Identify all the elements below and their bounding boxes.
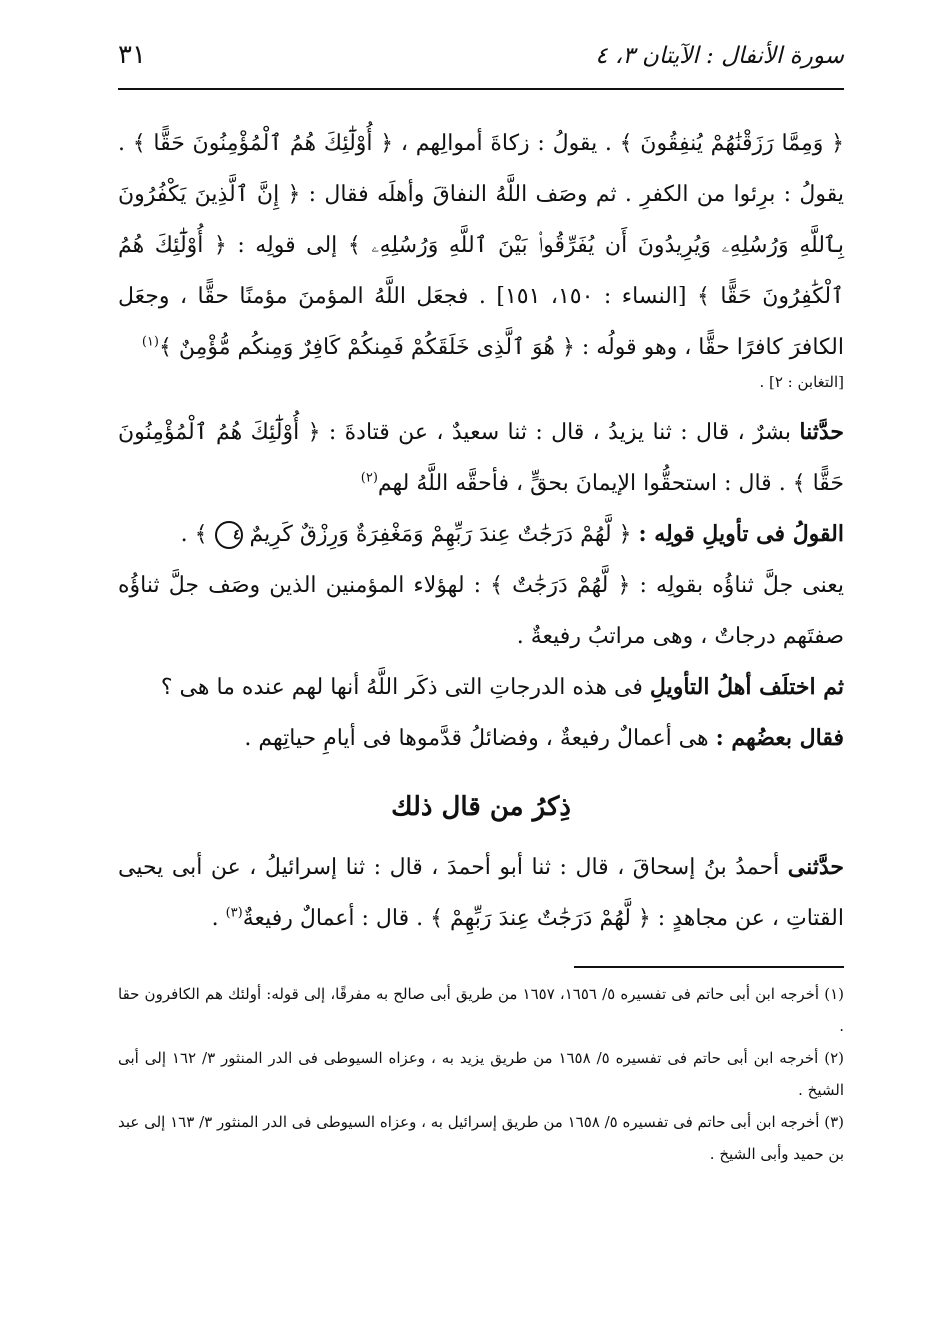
- footnote-marker: (٢): [360, 470, 378, 486]
- main-text: [118, 118, 844, 944]
- section-heading: ذِكرُ من قال ذلك: [391, 792, 571, 822]
- paragraph-text: هى أعمالٌ رفيعةٌ ، وفضائلُ قدَّموها فى أيامِ حياتِهم .: [244, 726, 709, 751]
- paragraph: [118, 509, 844, 560]
- verse-tail: ﴾ .: [180, 522, 208, 547]
- page-number: ٣١: [118, 40, 146, 70]
- paragraph-lead: ثم اختلَف أهلُ التأويلِ: [649, 674, 844, 700]
- footnote-marker: (٣): [225, 905, 243, 921]
- footnote: (٣) أخرجه ابن أبى حاتم فى تفسيره ٥/ ١٦٥٨ من طريق إسرائيل به ، وعزاه السيوطى فى الدر المنثور ٣/ ١٦٣ إلى عبد بن حميد وأبى الشيخ .: [117, 1113, 844, 1163]
- paragraph-tail: .: [211, 906, 226, 931]
- paragraph: [118, 560, 844, 662]
- paragraph-text: ﴿ وَمِمَّا رَزَقْنَٰهُمْ يُنفِقُونَ ﴾ . يقولُ : زكاةَ أموالِهم ، ﴿ أُوْلَٰٓئِكَ هُمُ ٱلْمُؤْمِنُونَ حَقًّا ﴾ . يقولُ : برِئوا من الكفرِ . ثم وصَف اللَّهُ النفاقَ وأهلَه فقال : ﴿ إِنَّ ٱلَّذِينَ يَكْفُرُونَ بِٱللَّهِ وَرُسُلِهِۦ وَيُرِيدُونَ أَن يُفَرِّقُوا۟ بَيْنَ ٱللَّهِ وَرُسُلِهِۦ ﴾ إلى قولِه : ﴿ أُوْلَٰٓئِكَ هُمُ ٱلْكَٰفِرُونَ حَقًّا ﴾ [النساء : ١٥٠، ١٥١] . فجعَل اللَّهُ المؤمنَ مؤمنًا حقًّا ، وجعَل الكافرَ كافرًا حقًّا ، وهو قولُه : ﴿ هُوَ ٱلَّذِى خَلَقَكُمْ فَمِنكُمْ كَافِرٌ وَمِنكُم مُّؤْمِنٌ ﴾: [118, 131, 845, 360]
- paragraph: [118, 118, 844, 373]
- paragraph-text: بشرٌ ، قال : ثنا يزيدُ ، قال : ثنا سعيدٌ ، عن قتادةَ : ﴿ أُوْلَٰٓئِكَ هُمُ ٱلْمُؤْمِنُونَ حَقًّا ﴾ . قال : استحقُّوا الإيمانَ بحقٍّ ، فأحقَّه اللَّهُ لهم: [118, 420, 844, 496]
- paragraph-text: يعنى جلَّ ثناؤُه بقولِه : ﴿ لَّهُمْ دَرَجَٰتٌ ﴾ : لهؤلاء المؤمنين الذين وصَف جلَّ ثناؤُه صفتَهم درجاتٌ ، وهى مراتبُ رفيعةٌ .: [118, 573, 844, 649]
- header-rule: [118, 88, 844, 90]
- paragraph: [118, 713, 844, 764]
- verse-text: ﴿ لَّهُمْ دَرَجَٰتٌ عِندَ رَبِّهِمْ وَمَغْفِرَةٌ وَرِزْقٌ كَرِيمٌ: [249, 522, 632, 547]
- footnote-marker: (١): [141, 334, 159, 350]
- paragraph-lead: حدَّثنى: [787, 854, 844, 880]
- footnotes: [118, 978, 844, 1170]
- page-header: [118, 40, 844, 84]
- paragraph: [118, 407, 844, 509]
- paragraph-text: فى هذه الدرجاتِ التى ذكَر اللَّهُ أنها لهم عنده ما هى ؟: [160, 675, 643, 700]
- footnote: (٢) أخرجه ابن أبى حاتم فى تفسيره ٥/ ١٦٥٨ من طريق يزيد به ، وعزاه السيوطى فى الدر المنثور ٣/ ١٦٢ إلى أبى الشيخ .: [118, 1049, 845, 1099]
- ayah-number-badge: ٤: [215, 521, 243, 549]
- paragraph: [118, 842, 844, 944]
- paragraph-lead: حدَّثنا: [799, 419, 844, 445]
- footnote: (١) أخرجه ابن أبى حاتم فى تفسيره ٥/ ١٦٥٦، ١٦٥٧ من طريق أبى صالح به مفرقًا، إلى قوله: أولئك هم الكافرون حقا .: [118, 985, 844, 1035]
- citation-text: [التغابن : ٢] .: [759, 373, 844, 391]
- paragraph-text: أحمدُ بنُ إسحاقَ ، قال : ثنا أبو أحمدَ ، قال : ثنا إسرائيلُ ، عن أبى يحيى القتاتِ ، عن مجاهدٍ : ﴿ لَّهُمْ دَرَجَٰتٌ عِندَ رَبِّهِمْ ﴾ . قال : أعمالٌ رفيعةٌ: [118, 855, 844, 931]
- paragraph: [118, 662, 844, 713]
- paragraph-lead: فقال بعضُهم :: [715, 725, 844, 751]
- footnote-rule: [574, 966, 844, 968]
- paragraph-lead: القولُ فى تأويلِ قولِه :: [638, 521, 844, 547]
- running-title: سورة الأنفال : الآيتان ٣، ٤: [595, 43, 844, 69]
